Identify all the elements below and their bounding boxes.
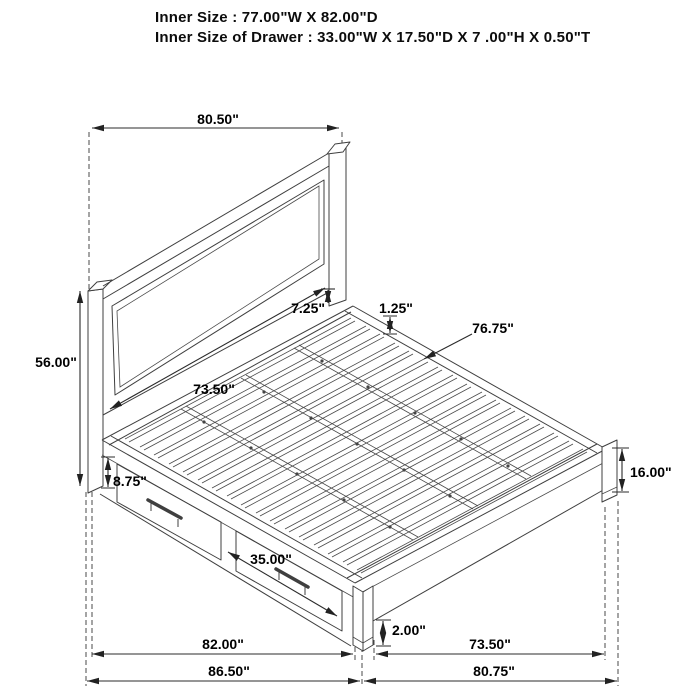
dim-overall-width <box>364 663 617 681</box>
drawer-handle-1 <box>148 500 181 527</box>
headboard-top-rail <box>103 153 329 299</box>
dim-headboard-width <box>92 111 339 128</box>
dim-label-side-rail-height: 8.75" <box>113 473 147 489</box>
headboard-right-post <box>329 144 346 306</box>
dim-label-headboard-width: 80.50" <box>197 111 239 127</box>
headboard-left-post-cap <box>88 280 112 291</box>
dim-headboard-height <box>35 291 80 486</box>
dim-label-footboard-post-height: 16.00" <box>630 464 672 480</box>
dim-label-headboard-height: 56.00" <box>35 354 77 370</box>
headboard-panel <box>112 180 324 395</box>
dim-label-inner-length: 82.00" <box>202 636 244 652</box>
extension-lines <box>86 132 618 686</box>
dim-slat-length <box>424 320 514 359</box>
dim-rail-lip <box>379 300 413 334</box>
dim-label-overall-length: 86.50" <box>208 663 250 679</box>
dim-label-rail-lip: 1.25" <box>379 300 413 316</box>
dim-label-slat-length: 76.75" <box>472 320 514 336</box>
front-corner-post <box>353 586 373 651</box>
drawer-handle-2 <box>276 569 308 595</box>
dim-floor-clearance <box>376 620 426 646</box>
dim-footboard-post-height <box>612 448 672 492</box>
slats-lower-edges <box>129 321 587 573</box>
slats <box>125 318 583 570</box>
dim-label-panel-width: 73.50" <box>193 381 235 397</box>
right-corner-post <box>602 440 617 502</box>
slat-support-rails <box>181 345 531 540</box>
dim-label-floor-clearance: 2.00" <box>392 622 426 638</box>
inner-size-line: Inner Size : 77.00"W X 82.00"D <box>155 9 378 26</box>
dim-overall-length <box>87 663 360 681</box>
deck-left-rail <box>102 436 362 583</box>
deck-head-rail <box>102 306 353 445</box>
inner-drawer-size-line: Inner Size of Drawer : 33.00"W X 17.50"D X 7 .00"H X 0.50"T <box>155 29 591 46</box>
side-rail-bottom-edge <box>100 494 351 646</box>
dim-inner-width <box>376 636 604 654</box>
dim-inner-length <box>92 636 353 654</box>
footboard <box>355 462 605 621</box>
dim-label-inner-width: 73.50" <box>469 636 511 652</box>
headboard-left-post <box>88 289 103 493</box>
dim-panel-to-deck <box>291 289 335 316</box>
dim-label-overall-width: 80.75" <box>473 663 515 679</box>
headboard-right-post-cap <box>327 142 350 154</box>
dim-label-panel-to-deck: 7.25" <box>291 300 325 316</box>
dim-label-drawer-front-width: 35.00" <box>250 551 292 567</box>
dim-drawer-front-width <box>228 551 337 616</box>
